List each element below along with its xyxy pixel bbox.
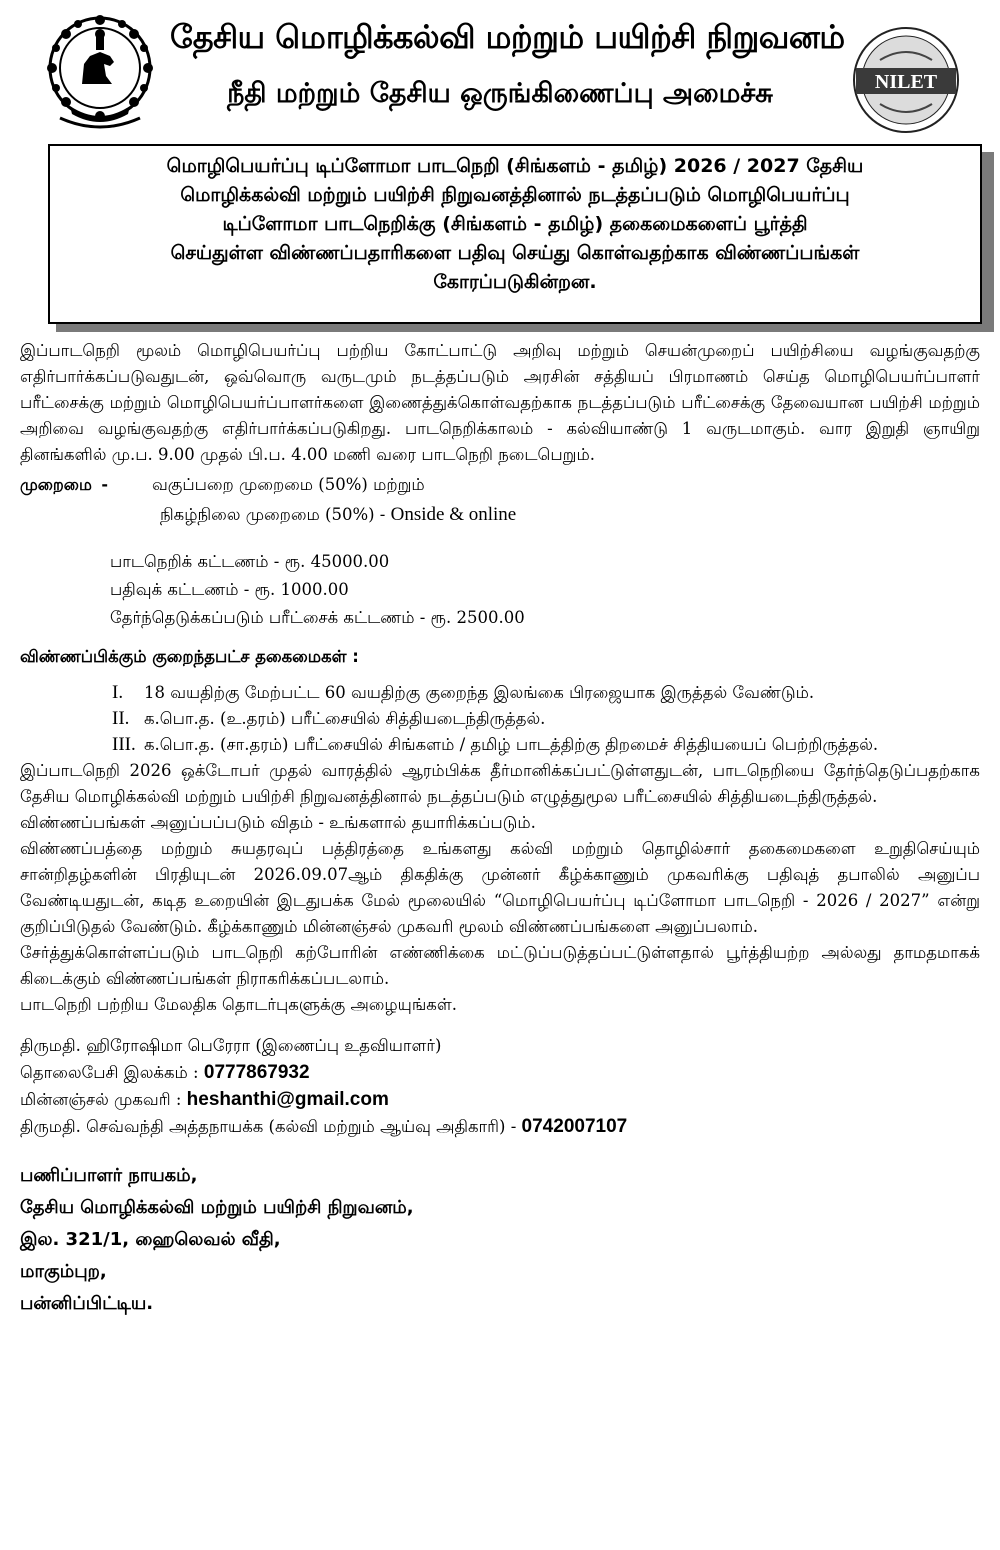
body [20,338,980,1320]
email-label: மின்னஞ்சல் முகவரி : [20,1090,187,1109]
fees-list [110,548,980,632]
contact-person-2-phone: 0742007107 [521,1116,628,1137]
address-line: மாகும்புற, [20,1261,107,1282]
submission-paragraph: விண்ணப்பத்தை மற்றும் சுயதரவுப் பத்திரத்தை உங்களது கல்வி மற்றும் தொழில்சார் தகைமைகளை உறுதிசெய்யும் சான்றிதழ்களின் பிரதியுடன் 2026.09.07ஆம் திகதிக்கு முன்னர் கீழ்க்காணும் முகவரிக்கு பதிவுத் தபாலில் அனுப்ப வேண்டியதுடன், கடித உறையின் இடதுபக்க மேல் மூலையில் “மொழிபெயர்ப்பு டிப்ளோமா பாடநெறி - 2026 / 2027” என்று குறிப்பிடுதல் வேண்டும். கீழ்க்காணும் மின்னஞ்சல் முகவரி மூலம் விண்ணப்பங்களை அனுப்பலாம். [20,839,980,936]
mode-classroom: வகுப்பறை முறைமை (50%) மற்றும் [152,475,425,494]
mode-separator: - [101,475,109,494]
notice-line: டிப்ளோமா பாடநெறிக்கு (சிங்களம் - தமிழ்) தகைமைகளைப் பூர்த்தி [222,213,808,235]
notice-line: செய்துள்ள விண்ணப்பதாரிகளை பதிவு செய்து கொள்வதற்காக விண்ணப்பங்கள் [170,242,860,264]
requirements-list [20,680,980,758]
mode-online [160,502,980,528]
contact-intro: பாடநெறி பற்றிய மேலதிக தொடர்புகளுக்கு அழையுங்கள். [20,995,457,1014]
address-line: தேசிய மொழிக்கல்வி மற்றும் பயிற்சி நிறுவனம், [20,1197,414,1218]
intro-paragraph: இப்பாடநெறி மூலம் மொழிபெயர்ப்பு பற்றிய கோட்பாட்டு அறிவு மற்றும் செயன்முறைப் பயிற்சியை வழங்குவதற்கு எதிர்பார்க்கப்படுவதுடன், ஒவ்வொரு வருடமும் நடத்தப்படும் அரசின் சத்தியப் பிரமாணம் செய்த மொழிபெயர்ப்பாளர் பரீட்சைக்கு மற்றும் மொழிபெயர்ப்பாளர்களை இணைத்துக்கொள்வதற்காக நடத்தப்படும் பரீட்சைக்கு தேவையான பயிற்சி மற்றும் அறிவை வழங்குவதற்கு எதிர்பார்க்கப்படுகிறது. பாடநெறிக்காலம் - கல்வியாண்டு 1 வருடமாகும். வார இறுதி ஞாயிறு தினங்களில் மு.ப. 9.00 முதல் பி.ப. 4.00 மணி வரை பாடநெறி நடைபெறும். [20,341,980,464]
mode-online-ta: நிகழ்நிலை முறைமை (50%) - [160,505,391,524]
contact-person-2 [20,1113,980,1140]
email-address: heshanthi@gmail.com [186,1089,389,1110]
fee-course: பாடநெறிக் கட்டணம் - ரூ. 45000.00 [110,552,390,571]
contact-person-1: திருமதி. ஹிரோஷிமா பெரேரா (இணைப்பு உதவியாளர்) [20,1036,442,1055]
ministry-subtitle: நீதி மற்றும் தேசிய ஒருங்கிணைப்பு அமைச்சு [227,78,773,109]
fee-registration: பதிவுக் கட்டணம் - ரூ. 1000.00 [110,580,349,599]
fee-exam: தேர்ந்தெடுக்கப்படும் பரீட்சைக் கட்டணம் - ரூ. 2500.00 [110,608,525,627]
nilet-logo-text: NILET [874,71,938,93]
list-number: II. [112,708,130,729]
limit-paragraph: சேர்த்துக்கொள்ளப்படும் பாடநெறி கற்போரின் எண்ணிக்கை மட்டுப்படுத்தப்பட்டுள்ளதால் பூர்த்தியற்ற அல்லது தாமதமாகக் கிடைக்கும் விண்ணப்பங்கள் நிராகரிக்கப்படலாம். [20,943,980,988]
notice-box [20,144,980,338]
mode-online-en: Onside & online [390,504,517,525]
list-text: க.பொ.த. (உ.தரம்) பரீட்சையில் சித்தியடைந்திருத்தல். [144,709,546,728]
notice-line: மொழிபெயர்ப்பு டிப்ளோமா பாடநெறி (சிங்களம் - தமிழ்) 2026 / 2027 தேசிய [166,155,864,177]
requirements-heading: விண்ணப்பிக்கும் குறைந்தபட்ச தகைமைகள் : [20,647,359,666]
phone-number: 0777867932 [203,1062,310,1083]
address-line: இல. 321/1, ஹைலெவல் வீதி, [20,1229,281,1250]
phone-row [20,1059,980,1086]
mode-label [20,472,138,498]
contact-person-2-text: திருமதி. செவ்வந்தி அத்தநாயக்க (கல்வி மற்றும் ஆய்வு அதிகாரி) - [20,1117,522,1136]
header [20,0,980,140]
sri-lanka-emblem-icon [40,6,160,134]
nilet-logo [850,24,962,136]
list-item [112,706,980,732]
list-number: I. [112,682,124,703]
mode-row [20,472,980,498]
contacts [20,1032,980,1140]
list-text: க.பொ.த. (சா.தரம்) பரீட்சையில் சிங்களம் / தமிழ் பாடத்திற்கு திறமைச் சித்தியயைப் பெற்றிருத்தல். [144,735,879,754]
notice-text [48,144,982,324]
notice-line: கோரப்படுகின்றன. [433,271,597,293]
address-line: பன்னிப்பிட்டிய. [20,1293,154,1314]
postal-address [20,1160,980,1320]
phone-label: தொலைபேசி இலக்கம் : [20,1063,204,1082]
notice-line: மொழிக்கல்வி மற்றும் பயிற்சி நிறுவனத்தினால் நடத்தப்படும் மொழிபெயர்ப்பு [180,184,850,206]
list-item [112,680,980,706]
list-number: III. [112,734,136,755]
method-paragraph: விண்ணப்பங்கள் அனுப்பப்படும் விதம் - உங்களால் தயாரிக்கப்படும். [20,813,536,832]
institute-title: தேசிய மொழிக்கல்வி மற்றும் பயிற்சி நிறுவனம் [170,18,845,56]
list-item [112,732,980,758]
start-paragraph: இப்பாடநெறி 2026 ஒக்டோபர் முதல் வாரத்தில் ஆரம்பிக்க தீர்மானிக்கப்பட்டுள்ளதுடன், பாடநெறியை தேர்ந்தெடுப்பதற்காக தேசிய மொழிக்கல்வி மற்றும் பயிற்சி நிறுவனத்தினால் நடத்தப்படும் எழுத்துமூல பரீட்சையில் சித்தியடைந்திருத்தல். [20,761,980,806]
address-line: பணிப்பாளர் நாயகம், [20,1165,198,1186]
mode-label-text: முறைமை [20,475,92,494]
email-row [20,1086,980,1113]
list-text: 18 வயதிற்கு மேற்பட்ட 60 வயதிற்கு குறைந்த இலங்கை பிரஜையாக இருத்தல் வேண்டும். [144,683,815,702]
